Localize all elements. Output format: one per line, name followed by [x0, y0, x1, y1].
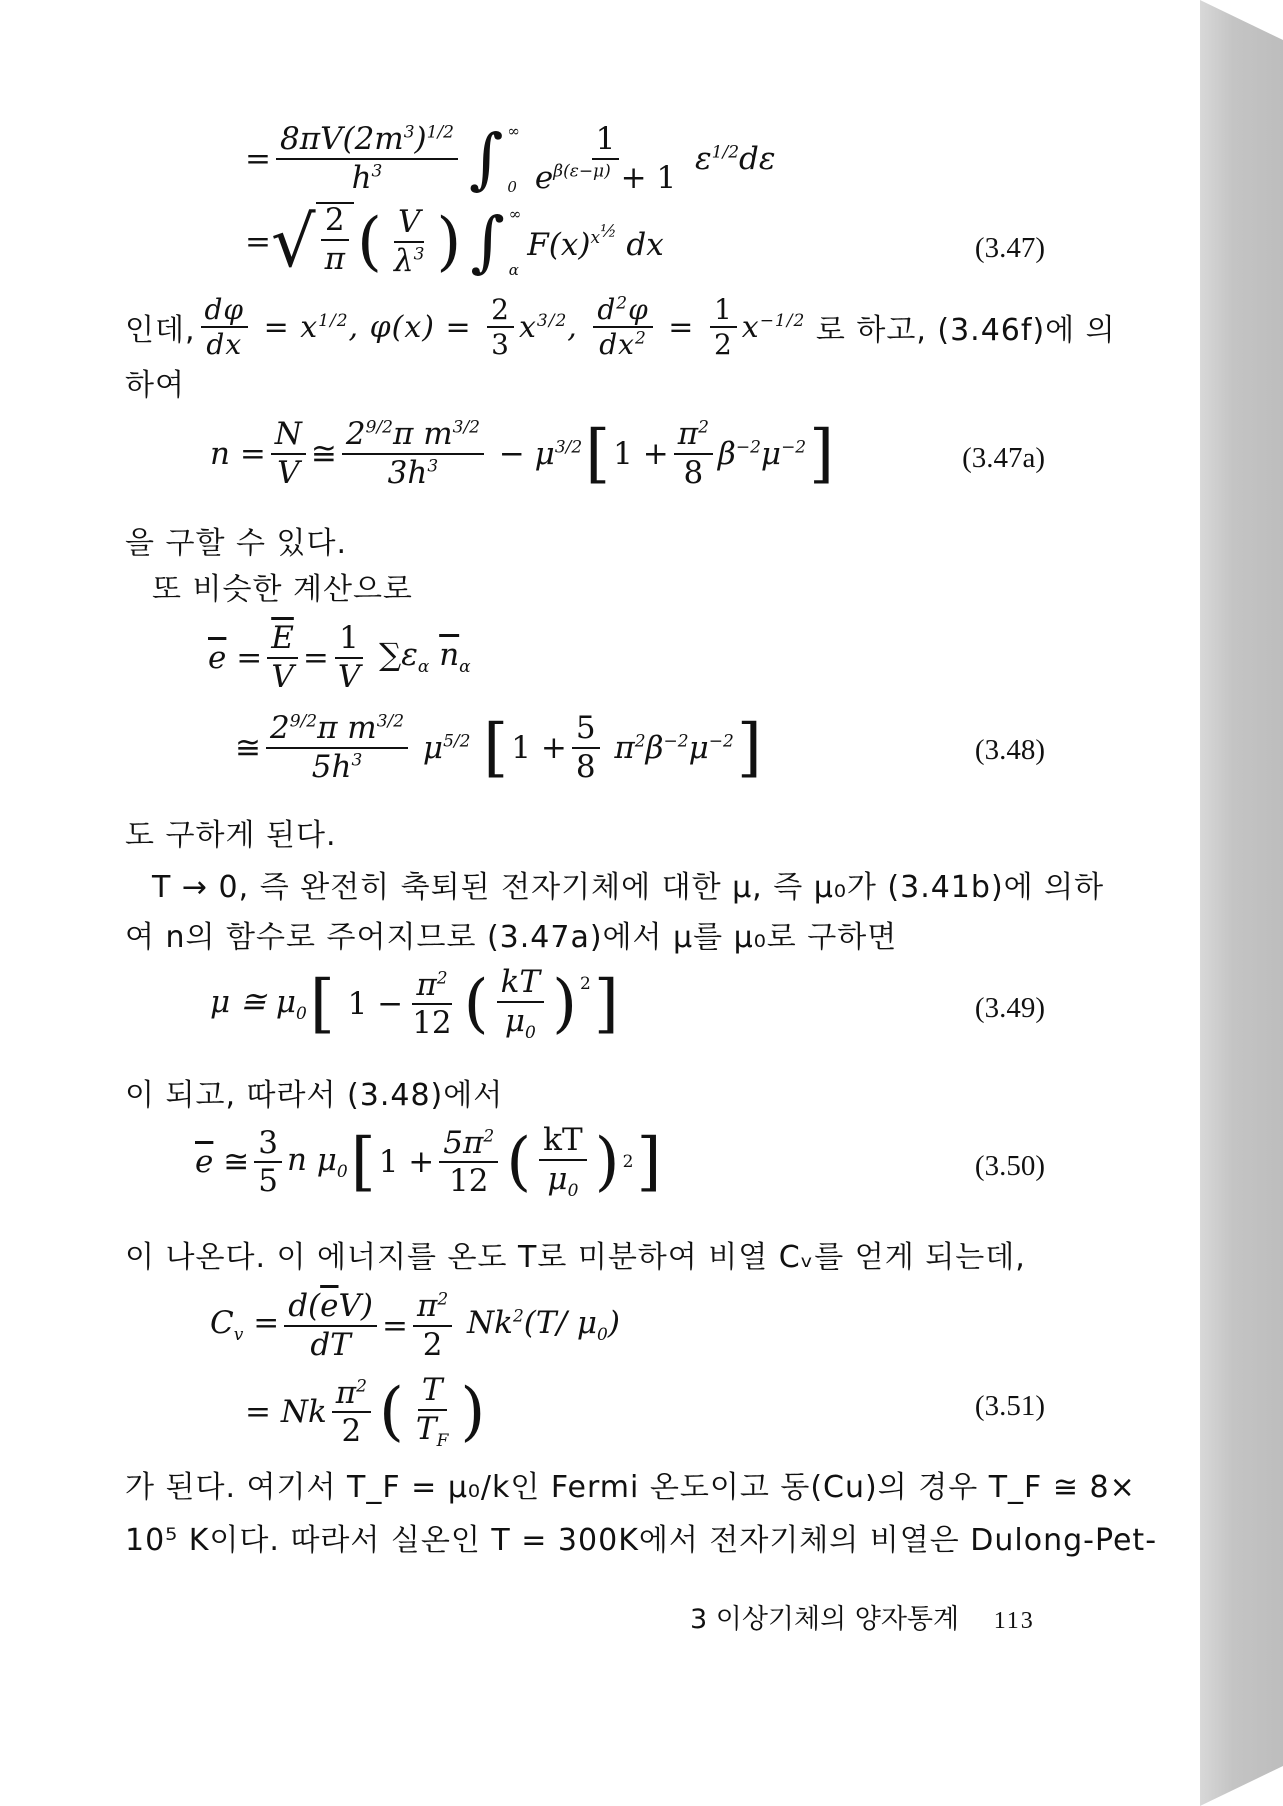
- book-spine-edge: [1200, 0, 1283, 1806]
- text-line-5: 도 구하게 된다.: [125, 818, 337, 853]
- text-line-3: 을 구할 수 있다.: [125, 526, 348, 561]
- text-line-6: T → 0, 즉 완전히 축퇴된 전자기체에 대한 μ, 즉 μ₀가 (3.41b)에 의하: [152, 870, 1105, 905]
- equation-number-348: (3.48): [974, 734, 1045, 766]
- text-line-2: 하여: [125, 368, 185, 403]
- equation-348-line1: $\overline{e}$ = $\frac{\overline{E}}{V}$ = $\frac{1}{V}$ $\sum\varepsilon_\alpha$ $\overline{n}_\alpha$: [208, 620, 471, 695]
- equation-347a: n = $\frac{N}{V}$ ≅ $\frac{2^{9/2}\pi m^{3/2}}{3h^3}$ − $\mu^{3/2}$ [ 1 + $\frac{\pi^2}{8}$ $\beta^{-2}\mu^{-2}$ ]: [210, 416, 835, 491]
- equation-number-351: (3.51): [974, 1390, 1045, 1422]
- spine-bottom-corner: [1200, 1766, 1283, 1806]
- page-number: 113: [993, 1608, 1035, 1634]
- equation-347-line1: = $\frac{8\pi V(2m^3)^{1/2}}{h^3}$ ∫ ∞ 0 $\frac{1}{e^{\beta(\varepsilon-\mu)} + 1}$ $\varepsilon^{1/2}d\varepsilon$: [245, 120, 776, 197]
- equation-number-347a: (3.47a): [962, 442, 1045, 474]
- running-title: 3 이상기체의 양자통계: [690, 1604, 960, 1635]
- equation-number-350: (3.50): [974, 1150, 1045, 1182]
- text-line-1: 인데, $\frac{d\varphi}{dx}$ = $x^{1/2}$, φ(x) = $\frac{2}{3}$ $x^{3/2}$, $\frac{d^2\varphi}{dx^2}$ = $\frac{1}{2}$ $x^{-1/2}$ 로 하고, (3.46f)에 의: [125, 293, 1116, 362]
- equation-347-line2: = √ $\frac{2}{\pi}$ ( $\frac{V}{\lambda^3}$ ) ∫ ∞ α $F(x)^{x^{\frac{1}{2}}}$ dx: [245, 201, 664, 283]
- equation-351-line1: $C_v$ = $\frac{d(\overline{e}V)}{dT}$ = $\frac{\pi^2}{2}$ Nk$^2$(T/ $\mu_0$): [210, 1288, 620, 1363]
- equation-349: μ ≅ $\mu_0$ [ 1 − $\frac{\pi^2}{12}$ ( $\frac{kT}{\mu_0}$ ) $^2$ ]: [210, 964, 619, 1043]
- equation-number-347: (3.47): [974, 232, 1045, 264]
- text-line-8: 이 되고, 따라서 (3.48)에서: [125, 1078, 504, 1113]
- text-line-4: 또 비슷한 계산으로: [152, 572, 413, 607]
- spine-top-corner: [1200, 0, 1283, 40]
- page-footer: [690, 1597, 1035, 1636]
- text-line-10: 가 된다. 여기서 T_F = μ₀/k인 Fermi 온도이고 동(Cu)의 경우 T_F ≅ 8×: [125, 1470, 1136, 1505]
- text-line-11: 10⁵ K이다. 따라서 실온인 T = 300K에서 전자기체의 비열은 Dulong-Pet-: [125, 1523, 1158, 1558]
- text-line-7: 여 n의 함수로 주어지므로 (3.47a)에서 μ를 μ₀로 구하면: [125, 920, 898, 955]
- equation-350: $\overline{e}$ ≅ $\frac{3}{5}$ n $\mu_0$ [ 1 + $\frac{5\pi^2}{12}$ ( $\frac{kT}{\mu_0}$ ) 2 ]: [195, 1122, 662, 1201]
- equation-351-line2: = Nk $\frac{\pi^2}{2}$ ( $\frac{T}{T_F}$ ): [245, 1372, 486, 1451]
- text-line-9: 이 나온다. 이 에너지를 온도 T로 미분하여 비열 Cᵥ를 얻게 되는데,: [125, 1240, 1026, 1275]
- equation-348-line2: ≅ $\frac{2^{9/2}\pi m^{3/2}}{5h^3}$ $\mu^{5/2}$ [ 1 + $\frac{5}{8}$ $\pi^2\beta^{-2}\mu^{-2}$ ]: [235, 710, 762, 785]
- equation-number-349: (3.49): [974, 992, 1045, 1024]
